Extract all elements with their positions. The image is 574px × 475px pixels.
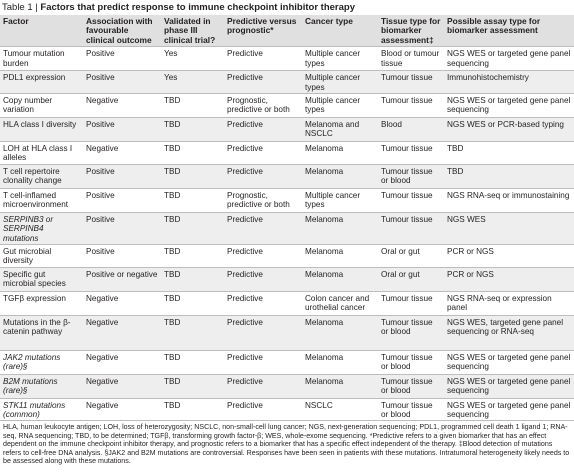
cell-factor: TGFβ expression	[3, 293, 66, 303]
table-row	[0, 47, 574, 71]
table-row	[0, 374, 574, 398]
cell-factor: STK11 mutations (common)	[3, 400, 66, 420]
cell-association: Negative	[86, 352, 119, 362]
cell-assay-type: NGS WES or targeted gene panel sequencing	[447, 352, 571, 372]
cell-predictive: Predictive	[227, 144, 263, 154]
cell-predictive: Predictive	[227, 120, 263, 130]
cell-assay-type: NGS RNA-seq or immunostaining	[447, 190, 570, 200]
cell-assay-type: NGS WES or targeted gene panel sequencing	[447, 400, 571, 420]
col-header-cancer-type: Cancer type	[305, 16, 353, 26]
cell-association: Positive	[86, 247, 115, 257]
cell-cancer-type: Colon cancer and urothelial cancer	[305, 293, 370, 313]
cell-predictive: Prognostic, predictive or both	[227, 96, 290, 115]
table-footnote: HLA, human leukocyte antigen; LOH, loss of heterozygosity; NSCLC, non-small-cell lung cancer; NGS, next-generation sequencing; PDL1, programmed cell death 1 ligand 1; RNA-seq, RNA sequencing; TBD, to be determined; TGFβ, transforming growth factor-β; WES, whole-exome sequencing. *Predictive refers to a given biomarker that has an effect dependent on the immune checkpoint inhibitor therapy, and prognostic refers to a biomarker that has a specific effect independent of the therapy. ‡Blood detection of mutations refers to cell-free DNA analysis. §JAK2 and B2M mutations are controversial. Responses have been seen in patients with these mutations. Intratumoral heterogeneity likely needs to be assessed along with these mutations.	[0, 420, 574, 466]
cell-factor: Tumour mutation burden	[3, 49, 65, 68]
cell-factor: T cell-inflamed microenvironment	[3, 190, 69, 210]
cell-association: Negative	[86, 144, 119, 154]
cell-tissue-type: Tumour tissue	[381, 293, 433, 303]
cell-tissue-type: Oral or gut	[381, 269, 420, 279]
cell-association: Negative	[86, 376, 119, 386]
cell-association: Negative	[86, 400, 119, 410]
cell-tissue-type: Tumour tissue	[381, 73, 433, 83]
cell-validated: TBD	[164, 400, 181, 410]
cell-validated: TBD	[164, 120, 181, 130]
cell-predictive: Predictive	[227, 293, 263, 303]
table-row	[0, 164, 574, 188]
cell-predictive: Predictive	[227, 166, 263, 176]
cell-predictive: Predictive	[227, 247, 263, 257]
cell-cancer-type: Multiple cancer types	[305, 73, 361, 92]
table-title: Factors that predict response to immune checkpoint inhibitor therapy	[40, 2, 355, 13]
col-header-association: Association with favourable clinical outcome	[86, 16, 153, 45]
table-row	[0, 398, 574, 422]
col-header-validated: Validated in phase III clinical trial?	[164, 16, 216, 45]
cell-factor: Copy number variation	[3, 96, 53, 115]
cell-validated: TBD	[164, 352, 181, 362]
cell-validated: TBD	[164, 144, 181, 154]
cell-tissue-type: Tumour tissue or blood	[381, 400, 433, 420]
table-body	[0, 47, 574, 423]
cell-predictive: Prognostic, predictive or both	[227, 190, 290, 210]
cell-assay-type: PCR or NGS	[447, 247, 494, 257]
cell-factor: JAK2 mutations (rare)§	[3, 352, 61, 372]
cell-predictive: Predictive	[227, 49, 263, 59]
cell-association: Positive	[86, 73, 115, 83]
cell-predictive: Predictive	[227, 400, 263, 410]
col-header-factor: Factor	[3, 16, 29, 26]
cell-assay-type: NGS WES or PCR-based typing	[447, 120, 564, 130]
table-row	[0, 94, 574, 118]
cell-tissue-type: Tumour tissue or blood	[381, 352, 433, 372]
table-row	[0, 71, 574, 94]
cell-tissue-type: Tumour tissue or blood	[381, 317, 433, 337]
cell-association: Negative	[86, 317, 119, 327]
cell-tissue-type: Blood or tumour tissue	[381, 49, 440, 68]
cell-cancer-type: Melanoma	[305, 214, 344, 224]
cell-association: Positive	[86, 214, 115, 224]
cell-factor: LOH at HLA class I alleles	[3, 144, 73, 163]
cell-cancer-type: Multiple cancer types	[305, 190, 361, 210]
cell-assay-type: NGS WES or targeted gene panel sequencing	[447, 49, 571, 68]
cell-cancer-type: Melanoma	[305, 317, 344, 327]
table-row	[0, 245, 574, 268]
cell-association: Positive or negative	[86, 269, 158, 279]
cell-association: Negative	[86, 293, 119, 303]
cell-cancer-type: Melanoma	[305, 247, 344, 257]
table-row	[0, 291, 574, 315]
cell-validated: TBD	[164, 293, 181, 303]
cell-tissue-type: Tumour tissue or blood	[381, 166, 433, 186]
cell-factor: HLA class I diversity	[3, 120, 77, 130]
table-row	[0, 142, 574, 165]
header-row	[0, 15, 574, 47]
cell-validated: TBD	[164, 317, 181, 327]
cell-tissue-type: Tumour tissue	[381, 144, 433, 154]
cell-factor: SERPINB3 or SERPINB4 mutations	[3, 214, 54, 243]
cell-factor: Gut microbial diversity	[3, 247, 52, 266]
cell-cancer-type: Melanoma	[305, 376, 344, 386]
cell-cancer-type: Melanoma and NSCLC	[305, 120, 360, 139]
cell-factor: Specific gut microbial species	[3, 269, 66, 289]
table-caption	[0, 0, 574, 15]
cell-association: Positive	[86, 166, 115, 176]
cell-validated: Yes	[164, 73, 178, 83]
cell-assay-type: TBD	[447, 144, 464, 154]
cell-association: Positive	[86, 190, 115, 200]
predictors-table	[0, 15, 574, 422]
cell-assay-type: NGS WES or targeted gene panel sequencing	[447, 96, 571, 115]
cell-assay-type: Immunohistochemistry	[447, 73, 529, 83]
cell-cancer-type: Melanoma	[305, 166, 344, 176]
cell-tissue-type: Oral or gut	[381, 247, 420, 257]
cell-predictive: Predictive	[227, 317, 263, 327]
cell-cancer-type: Melanoma	[305, 352, 344, 362]
cell-validated: TBD	[164, 376, 181, 386]
cell-assay-type: NGS RNA-seq or expression panel	[447, 293, 552, 313]
cell-cancer-type: Melanoma	[305, 144, 344, 154]
table-row	[0, 315, 574, 350]
cell-tissue-type: Tumour tissue or blood	[381, 376, 433, 396]
table-row	[0, 188, 574, 212]
cell-predictive: Predictive	[227, 269, 263, 279]
cell-validated: TBD	[164, 190, 181, 200]
table-row	[0, 118, 574, 142]
cell-cancer-type: Melanoma	[305, 269, 344, 279]
cell-predictive: Predictive	[227, 352, 263, 362]
cell-association: Positive	[86, 49, 115, 59]
cell-cancer-type: Multiple cancer types	[305, 96, 361, 115]
cell-validated: TBD	[164, 96, 181, 106]
table-row	[0, 267, 574, 291]
table-label: Table 1 |	[2, 2, 38, 13]
cell-validated: TBD	[164, 269, 181, 279]
cell-assay-type: NGS WES	[447, 214, 486, 224]
col-header-predictive: Predictive versus prognostic*	[227, 16, 297, 36]
cell-cancer-type: Multiple cancer types	[305, 49, 361, 68]
table-row	[0, 212, 574, 244]
cell-validated: TBD	[164, 214, 181, 224]
table-row	[0, 350, 574, 374]
cell-association: Negative	[86, 96, 119, 106]
cell-factor: T cell repertoire clonality change	[3, 166, 62, 186]
cell-assay-type: PCR or NGS	[447, 269, 494, 279]
cell-assay-type: NGS WES or targeted gene panel sequencing	[447, 376, 571, 396]
col-header-tissue-type: Tissue type for biomarker assessment‡	[381, 16, 441, 45]
cell-validated: TBD	[164, 166, 181, 176]
cell-assay-type: TBD	[447, 166, 464, 176]
cell-validated: TBD	[164, 247, 181, 257]
cell-assay-type: NGS WES, targeted gene panel sequencing or RNA-seq	[447, 317, 564, 337]
cell-predictive: Predictive	[227, 376, 263, 386]
cell-tissue-type: Tumour tissue	[381, 190, 433, 200]
cell-tissue-type: Tumour tissue	[381, 96, 433, 106]
cell-tissue-type: Tumour tissue	[381, 214, 433, 224]
cell-validated: Yes	[164, 49, 178, 59]
cell-predictive: Predictive	[227, 214, 263, 224]
cell-cancer-type: NSCLC	[305, 400, 333, 410]
cell-factor: PDL1 expression	[3, 73, 66, 83]
cell-factor: Mutations in the β-catenin pathway	[3, 317, 71, 337]
cell-tissue-type: Blood	[381, 120, 402, 130]
cell-association: Positive	[86, 120, 115, 130]
cell-predictive: Predictive	[227, 73, 263, 83]
cell-factor: B2M mutations (rare)§	[3, 376, 58, 396]
col-header-assay-type: Possible assay type for biomarker assessment	[447, 16, 541, 36]
